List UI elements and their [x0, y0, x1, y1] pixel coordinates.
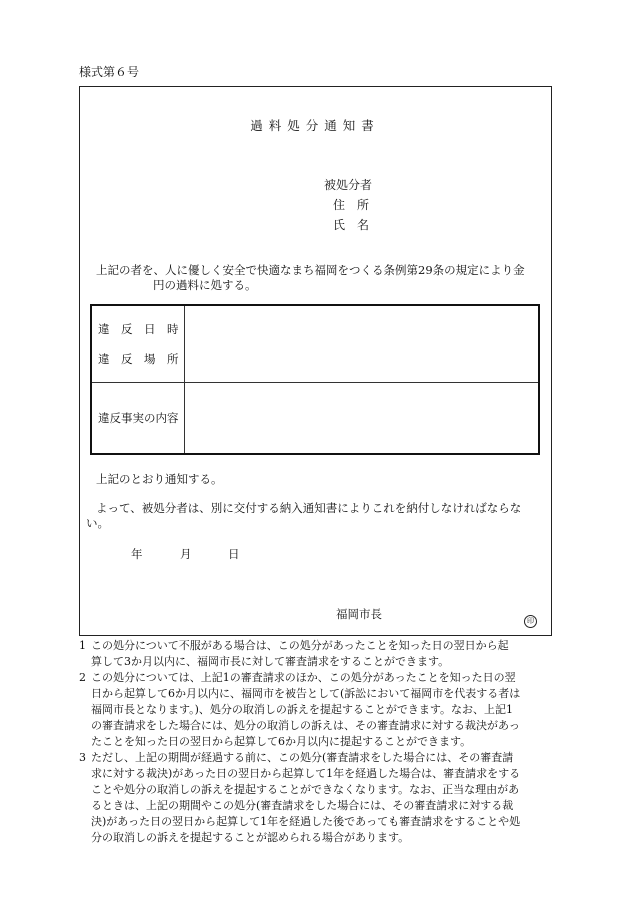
- note-line: の審査請求をした場合には、処分の取消しの訴えは、その審査請求に対する裁決があっ: [91, 719, 520, 732]
- table-column-divider: [184, 306, 185, 453]
- note-line: ことや処分の取消しの訴えを提起することができなくなります。なお、正当な理由があ: [91, 783, 520, 796]
- note-line: 算して3か月以内に、福岡市長に対して審査請求をすることができます。: [91, 655, 450, 668]
- seal-icon: [524, 608, 537, 628]
- note-line: るときは、上記の期間やこの処分(審査請求をした場合には、その審査請求に対する裁: [91, 799, 514, 812]
- note-number: 3: [79, 751, 86, 764]
- violation-place-label: 違 反 場 所: [98, 352, 179, 366]
- date-year: 年: [131, 547, 143, 561]
- name-label: 氏 名: [333, 218, 370, 232]
- party-label: 被処分者: [324, 178, 373, 192]
- penalty-text-line2: 円の過料に処する。: [153, 278, 257, 292]
- note-item: [79, 670, 555, 750]
- form-number-label: 様式第６号: [79, 65, 140, 79]
- issuer-name: 福岡市長: [336, 607, 382, 621]
- penalty-text-line1: 上記の者を、人に優しく安全で快適なまち福岡をつくる条例第29条の規定により金: [96, 263, 525, 277]
- note-item: [79, 750, 555, 846]
- seal-mark: 印: [524, 615, 537, 628]
- violation-table: [90, 304, 540, 455]
- note-line: たことを知った日の翌日から起算して6か月以内に提起することができます。: [91, 735, 472, 748]
- date-month: 月: [180, 547, 192, 561]
- notify-text: 上記のとおり通知する。: [96, 472, 223, 486]
- note-line: 分の取消しの訴えを提起することが認められる場合があります。: [91, 831, 410, 844]
- table-row-divider: [92, 382, 538, 383]
- violation-content-label: 違反事実の内容: [98, 411, 179, 425]
- date-day: 日: [228, 547, 240, 561]
- note-line: 日から起算して6か月以内に、福岡市を被告として(訴訟において福岡市を代表する者は: [91, 687, 521, 700]
- note-line: ただし、上記の期間が経過する前に、この処分(審査請求をした場合には、その審査請: [91, 751, 514, 764]
- note-line: 決)があった日の翌日から起算して1年を経過した後であっても審査請求をすることや処: [91, 815, 521, 828]
- payment-text-line2: い。: [86, 516, 109, 530]
- note-line: この処分について不服がある場合は、この処分があったことを知った日の翌日から起: [91, 639, 509, 652]
- document-title: 過料処分通知書: [250, 118, 380, 133]
- payment-text-line1: よって、被処分者は、別に交付する納入通知書によりこれを納付しなければならな: [96, 501, 522, 515]
- address-label: 住 所: [333, 198, 370, 212]
- note-line: 求に対する裁決)があった日の翌日から起算して1年を経過した場合は、審査請求をする: [91, 767, 521, 780]
- note-number: 1: [79, 639, 86, 652]
- notes-list: [79, 638, 555, 846]
- violation-date-label: 違 反 日 時: [98, 322, 179, 336]
- note-item: [79, 638, 555, 670]
- note-number: 2: [79, 671, 86, 684]
- note-line: 福岡市長となります。)、処分の取消しの訴えを提起することができます。なお、上記1: [91, 703, 514, 716]
- note-line: この処分については、上記1の審査請求のほか、この処分があったことを知った日の翌: [91, 671, 516, 684]
